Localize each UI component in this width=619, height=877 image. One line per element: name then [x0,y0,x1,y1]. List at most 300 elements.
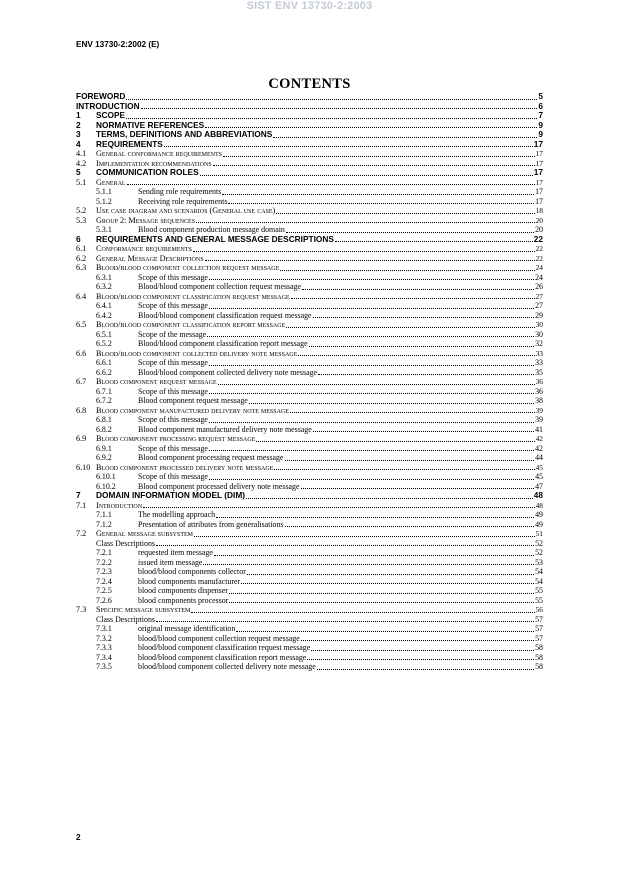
toc-entry[interactable] [76,216,543,226]
toc-entry-number: 3 [76,130,81,139]
toc-entry[interactable] [76,662,543,672]
toc-leader-dots [213,165,535,166]
toc-entry[interactable] [76,149,543,159]
toc-entry-title: TERMS, DEFINITIONS AND ABBREVIATIONS [96,130,273,139]
toc-entry-title: Blood component processed delivery note message [138,481,300,491]
toc-entry[interactable] [76,111,543,121]
toc-entry-number: 6.5 [76,320,87,329]
toc-entry[interactable] [76,358,543,368]
toc-entry-number: 7.3.4 [96,652,112,662]
toc-entry[interactable] [76,206,543,216]
toc-entry-title: blood/blood component classification report message [138,652,307,662]
toc-entry-number: 7.1.2 [96,519,112,529]
toc-entry-number: 5.3 [76,215,87,225]
toc-entry[interactable] [76,453,543,463]
toc-entry-number: 7.3.3 [96,643,112,652]
toc-entry[interactable] [76,292,543,302]
toc-leader-dots [285,526,535,527]
toc-entry-page: 36 [535,386,543,396]
toc-entry-title: Blood component processing request message [96,434,256,443]
toc-entry-page: 30 [535,329,543,339]
toc-leader-dots [256,441,534,442]
toc-entry-number: 7.3.5 [96,662,112,671]
toc-entry-title: COMMUNICATION ROLES [96,168,199,177]
toc-entry-number: 6.3.2 [96,282,112,291]
toc-entry-title: original message identification [138,624,236,633]
toc-entry-page: 49 [535,519,543,529]
toc-entry-title: issued item message [138,557,203,567]
toc-entry-title: requested item message [138,548,213,557]
toc-entry-title: Blood component request message [96,377,217,386]
toc-entry-page: 45 [535,472,543,481]
toc-entry[interactable] [76,187,543,197]
toc-entry-title: blood/blood components collector [138,567,246,576]
toc-entry-title: Scope of this message [138,443,208,453]
table-of-contents [76,92,543,672]
toc-entry-number: 5.1 [76,177,87,187]
toc-entry-page: 22 [535,253,543,263]
toc-entry-page: 41 [535,424,543,434]
toc-entry-page: 24 [535,263,543,272]
toc-entry[interactable] [76,244,543,254]
toc-leader-dots [164,146,533,147]
toc-entry-page: 56 [535,605,543,614]
toc-entry-page: 54 [535,576,543,586]
toc-entry[interactable] [76,510,543,520]
toc-entry-number: 6.4.1 [96,301,112,310]
toc-entry[interactable] [76,406,543,416]
toc-leader-dots [286,232,534,233]
toc-entry[interactable] [76,463,543,473]
toc-leader-dots [301,488,535,489]
toc-entry-page: 42 [535,443,543,453]
toc-entry-page: 38 [535,396,543,405]
toc-entry[interactable] [76,282,543,292]
toc-leader-dots [205,260,535,261]
toc-entry-title: Blood component request message [138,396,248,405]
toc-leader-dots [307,659,534,660]
toc-entry-page: 26 [535,282,543,291]
toc-entry-page: 58 [535,652,543,662]
toc-entry-title: REQUIREMENTS AND GENERAL MESSAGE DESCRIPTIONS [96,234,334,244]
toc-entry-number: 6.1 [76,244,87,253]
toc-leader-dots [309,346,534,347]
toc-entry-number: 7.2.4 [96,576,112,586]
toc-entry-number: 7.2 [76,529,87,538]
toc-entry-number: 6.9.1 [96,443,112,453]
toc-entry-page: 55 [535,595,543,605]
toc-entry-page: 9 [538,130,543,139]
toc-leader-dots [214,555,534,556]
toc-entry-title: Scope of this message [138,301,208,310]
toc-entry-number: 5.1.2 [96,196,112,206]
toc-entry-number: 6.3.1 [96,272,112,282]
toc-entry[interactable] [76,168,543,178]
toc-entry-page: 45 [535,462,543,472]
toc-entry[interactable] [76,577,543,587]
toc-entry[interactable] [76,102,543,112]
toc-entry[interactable] [76,624,543,634]
toc-leader-dots [209,479,534,480]
toc-entry-page: 49 [535,510,543,519]
toc-entry-page: 48 [533,491,543,500]
toc-entry-title: Scope of this message [138,472,208,481]
toc-entry-number: 7.3 [76,605,87,614]
toc-entry-title: The modelling approach [138,510,216,519]
toc-entry-title: Use case diagram and scenarios (General use case) [96,206,276,215]
toc-entry-title: Introduction [96,500,143,510]
toc-entry[interactable] [76,197,543,207]
toc-leader-dots [216,517,534,518]
watermark: SIST ENV 13730-2:2003 [246,0,373,12]
toc-entry-number: 6.6.2 [96,367,112,377]
toc-entry-page: 17 [535,149,543,158]
toc-leader-dots [318,374,534,375]
toc-entry-number: 2 [76,120,81,130]
toc-entry-number: 6.7.2 [96,396,112,405]
toc-leader-dots [280,270,534,271]
toc-entry-page: 33 [535,348,543,358]
toc-entry-title: Class Descriptions [96,538,155,548]
toc-entry-number: 1 [76,111,81,120]
toc-entry-title: Group 2: Message sequences [96,215,196,225]
toc-entry-number: 7 [76,491,81,500]
toc-entry-number: 6.9 [76,434,87,443]
toc-entry-number: 6.4 [76,291,87,301]
toc-leader-dots [247,574,534,575]
toc-entry[interactable] [76,92,543,102]
toc-entry-title: Blood component processed delivery note message [96,462,274,472]
toc-entry[interactable] [76,434,543,444]
toc-entry-page: 51 [535,529,543,538]
toc-entry-page: 58 [535,643,543,652]
toc-leader-dots [218,384,535,385]
toc-leader-dots [127,184,535,185]
toc-entry-page: 30 [535,320,543,329]
toc-entry-page: 57 [535,614,543,624]
toc-leader-dots [156,621,534,622]
toc-entry-title: REQUIREMENTS [96,139,163,149]
toc-entry[interactable] [76,178,543,188]
toc-entry[interactable] [76,482,543,492]
toc-entry-page: 20 [535,225,543,234]
toc-entry-page: 17 [535,177,543,187]
toc-entry[interactable] [76,444,543,454]
toc-entry-number: 5.2 [76,206,87,215]
toc-entry-number: 6.6.1 [96,358,112,367]
toc-entry[interactable] [76,491,543,501]
toc-entry[interactable] [76,225,543,235]
toc-leader-dots [196,222,535,223]
toc-entry-page: 17 [535,158,543,168]
toc-entry-title: SCOPE [96,111,126,120]
toc-entry[interactable] [76,273,543,283]
toc-entry-title: Implementation recommendations [96,158,212,168]
toc-entry-title: Blood/blood component classification report message [138,339,308,348]
toc-entry-title: DOMAIN INFORMATION MODEL (DIM) [96,491,246,500]
toc-leader-dots [285,460,535,461]
toc-entry-title: Scope of this message [138,386,208,396]
toc-entry-number: 7.3.2 [96,633,112,643]
toc-entry-title: blood/blood component classification request message [138,643,311,652]
toc-entry-number: 4.2 [76,158,87,168]
toc-entry-page: 5 [538,92,543,101]
toc-leader-dots [205,127,537,128]
toc-entry[interactable] [76,368,543,378]
toc-entry[interactable] [76,254,543,264]
toc-entry-number: 6.5.2 [96,339,112,348]
toc-entry[interactable] [76,501,543,511]
toc-entry-page: 42 [535,434,543,443]
toc-entry[interactable] [76,567,543,577]
toc-entry-title: Sending role requirements [138,187,222,196]
toc-leader-dots [228,203,534,204]
toc-entry-page: 39 [535,405,543,415]
toc-entry[interactable] [76,235,543,245]
toc-entry-page: 27 [535,301,543,310]
toc-entry-number: 7.2.3 [96,567,112,576]
toc-entry-title: Scope of this message [138,358,208,367]
toc-leader-dots [286,327,534,328]
toc-entry-title: FOREWORD [76,92,126,101]
document-header: ENV 13730-2:2002 (E) [76,40,160,49]
toc-entry-title: Blood component manufactured delivery note message [96,405,289,415]
toc-entry[interactable] [76,387,543,397]
page-title: CONTENTS [268,76,351,92]
toc-entry[interactable] [76,529,543,539]
toc-entry-page: 33 [535,358,543,367]
toc-leader-dots [126,99,537,100]
toc-entry-title: Blood/blood component collection request message [96,263,280,272]
toc-entry-number: 4 [76,139,81,149]
toc-leader-dots [273,137,537,138]
toc-entry[interactable] [76,301,543,311]
toc-entry[interactable] [76,520,543,530]
toc-entry-page: 24 [535,272,543,282]
toc-entry-page: 17 [535,187,543,196]
toc-leader-dots [194,536,535,537]
toc-entry-title: Blood/blood component classification request message [96,291,290,301]
toc-entry-page: 58 [535,662,543,671]
toc-entry-number: 6 [76,234,81,244]
toc-entry-number: 6.5.1 [96,329,112,339]
toc-entry-page: 18 [535,206,543,215]
toc-leader-dots [222,194,534,195]
toc-entry-title: Blood/blood component classification request message [138,310,312,320]
toc-entry-number: 6.7 [76,377,87,386]
toc-entry-number: 5.3.1 [96,225,112,234]
toc-entry[interactable] [76,121,543,131]
toc-entry[interactable] [76,472,543,482]
toc-leader-dots [311,650,534,651]
toc-entry-title: Blood/blood component collected delivery note message [96,348,298,358]
toc-entry-title: General Message Descriptions [96,253,204,263]
toc-entry-title: blood components manufacturer [138,576,241,586]
toc-entry[interactable] [76,415,543,425]
toc-leader-dots [207,336,534,337]
toc-entry-page: 17 [535,196,543,206]
toc-entry[interactable] [76,539,543,549]
toc-entry-title: NORMATIVE REFERENCES [96,120,205,130]
toc-entry[interactable] [76,130,543,140]
toc-entry[interactable] [76,425,543,435]
toc-entry[interactable] [76,311,543,321]
toc-entry-number: 6.9.2 [96,453,112,462]
toc-entry-number: 7.2.6 [96,595,112,605]
toc-entry-title: Specific message subsystem [96,605,191,614]
toc-entry-title: blood components dispenser [138,586,228,595]
toc-leader-dots [241,583,534,584]
toc-leader-dots [209,279,534,280]
toc-entry-number: 6.4.2 [96,310,112,320]
toc-entry-title: General conformance requirements [96,149,223,158]
toc-entry-number: 6.10.2 [96,481,116,491]
toc-leader-dots [229,593,534,594]
toc-entry-page: 6 [538,101,543,111]
toc-entry-title: blood/blood component collection request message [138,633,300,643]
toc-entry-title: blood components processor [138,595,229,605]
toc-entry-page: 20 [535,215,543,225]
toc-leader-dots [313,431,534,432]
toc-leader-dots [193,251,535,252]
toc-entry-page: 47 [535,481,543,491]
toc-leader-dots [291,298,535,299]
toc-entry[interactable] [76,159,543,169]
toc-entry-page: 27 [535,291,543,301]
toc-entry-title: Scope of the message [138,329,207,339]
toc-leader-dots [298,355,534,356]
toc-entry-number: 4.1 [76,149,87,158]
toc-entry[interactable] [76,548,543,558]
toc-entry-page: 55 [535,586,543,595]
toc-entry-title: Presentation of attributes from generalisations [138,519,284,529]
toc-entry-page: 44 [535,453,543,462]
toc-entry-page: 35 [535,367,543,377]
toc-entry-number: 6.10.1 [96,472,116,481]
toc-entry-number: 6.8.1 [96,415,112,424]
toc-entry-number: 6.3 [76,263,87,272]
toc-leader-dots [317,669,534,670]
toc-leader-dots [141,108,538,109]
toc-entry-page: 57 [535,624,543,633]
toc-entry-title: Receiving role requirements [138,196,228,206]
toc-leader-dots [223,156,535,157]
toc-entry[interactable] [76,586,543,596]
toc-entry-number: 5.1.1 [96,187,112,196]
toc-entry[interactable] [76,615,543,625]
toc-entry-page: 52 [535,548,543,557]
toc-entry-page: 39 [535,415,543,424]
toc-leader-dots [209,308,534,309]
toc-entry-title: Blood/blood component collected delivery note message [138,367,318,377]
toc-leader-dots [276,213,534,214]
toc-leader-dots [209,365,534,366]
toc-entry[interactable] [76,634,543,644]
toc-leader-dots [246,498,533,499]
toc-entry-page: 54 [535,567,543,576]
toc-entry-title: General message subsystem [96,529,194,538]
toc-leader-dots [301,640,534,641]
toc-entry-number: 7.2.5 [96,586,112,595]
toc-entry[interactable] [76,339,543,349]
toc-entry-title: blood/blood component collected delivery note message [138,662,316,671]
toc-entry-number: 7.1.1 [96,510,112,519]
toc-entry-title: General [96,177,126,187]
toc-entry-title: Class Descriptions [96,614,155,624]
toc-entry-number: 6.8 [76,405,87,415]
toc-entry-title: Blood component manufactured delivery note message [138,424,312,434]
page-number: 2 [76,833,81,842]
toc-entry-page: 53 [535,557,543,567]
toc-entry-page: 7 [538,111,543,120]
toc-entry-page: 52 [535,538,543,548]
toc-entry-number: 7.1 [76,500,87,510]
toc-entry-title: Blood component processing request message [138,453,284,462]
toc-entry-page: 22 [533,234,543,244]
toc-entry[interactable] [76,263,543,273]
toc-entry-number: 5 [76,168,81,177]
toc-entry-page: 29 [535,310,543,320]
toc-entry[interactable] [76,558,543,568]
toc-entry[interactable] [76,605,543,615]
toc-entry-title: INTRODUCTION [76,101,140,111]
toc-entry[interactable] [76,596,543,606]
toc-entry-page: 22 [535,244,543,253]
toc-entry-page: 48 [535,500,543,510]
toc-entry-number: 7.3.1 [96,624,112,633]
toc-leader-dots [236,631,534,632]
toc-entry[interactable] [76,377,543,387]
toc-entry-number: 7.2.2 [96,557,112,567]
toc-leader-dots [143,507,535,508]
toc-entry-title: Blood/blood component classification report message [96,320,286,329]
toc-entry-page: 9 [538,120,543,130]
toc-entry-number: 6.6 [76,348,87,358]
toc-entry-title: Blood/blood component collection request message [138,282,302,291]
toc-entry-page: 32 [535,339,543,348]
toc-entry[interactable] [76,643,543,653]
toc-entry-number: 6.7.1 [96,386,112,396]
toc-leader-dots [313,317,535,318]
toc-leader-dots [200,175,533,176]
toc-entry-number: 7.2.1 [96,548,112,557]
toc-entry-page: 17 [533,168,543,177]
toc-leader-dots [302,289,534,290]
toc-entry[interactable] [76,330,543,340]
toc-leader-dots [156,545,534,546]
toc-leader-dots [126,118,537,119]
toc-leader-dots [191,612,534,613]
toc-leader-dots [203,564,534,565]
toc-entry[interactable] [76,396,543,406]
toc-entry-title: Scope of this message [138,415,208,424]
toc-entry[interactable] [76,653,543,663]
toc-leader-dots [209,393,534,394]
toc-entry-page: 57 [535,633,543,643]
toc-entry-page: 36 [535,377,543,386]
toc-leader-dots [209,450,534,451]
toc-entry[interactable] [76,140,543,150]
toc-entry[interactable] [76,320,543,330]
toc-leader-dots [229,602,534,603]
toc-entry-number: 6.2 [76,253,87,263]
toc-leader-dots [290,412,535,413]
toc-entry-title: Scope of this message [138,272,208,282]
toc-entry-title: Blood component production message domain [138,225,285,234]
toc-entry[interactable] [76,349,543,359]
toc-leader-dots [249,403,534,404]
toc-leader-dots [335,241,533,242]
